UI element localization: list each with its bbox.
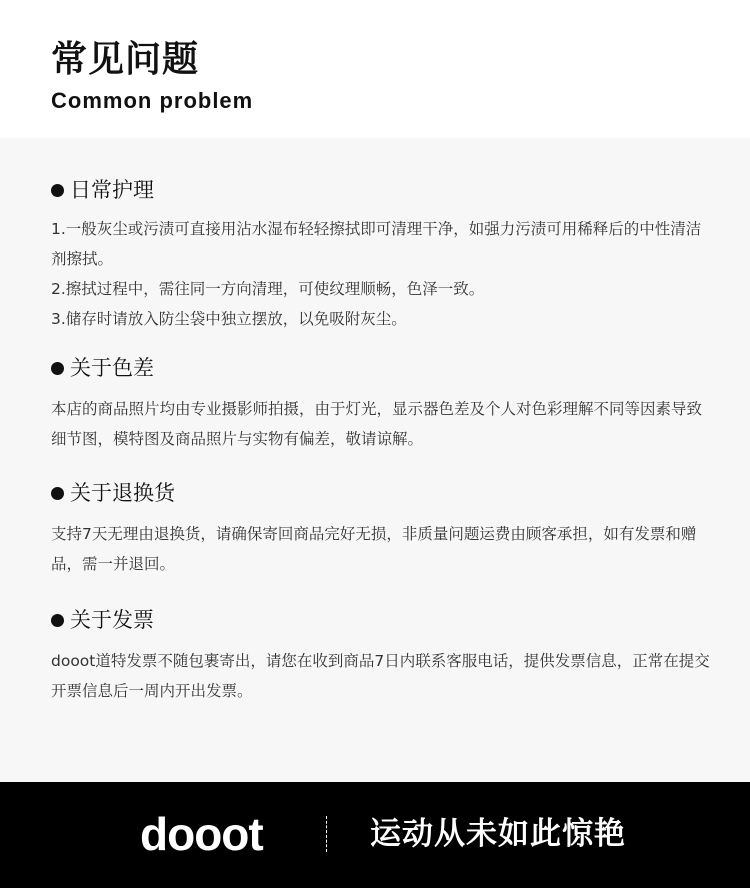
- paragraph: 2.擦拭过程中，需往同一方向清理，可使纹理顺畅，色泽一致。: [51, 280, 485, 298]
- brand-logo: [140, 806, 263, 862]
- section-invoice: [51, 606, 711, 706]
- section-title: 关于退换货: [70, 481, 175, 505]
- section-heading: [51, 479, 711, 507]
- section-title: 关于发票: [70, 608, 154, 632]
- bullet-icon: [51, 184, 64, 197]
- divider: [326, 816, 327, 852]
- section-title: 关于色差: [70, 356, 154, 380]
- bullet-icon: [51, 362, 64, 375]
- section-color-difference: [51, 354, 711, 454]
- logo-text: dooot: [140, 808, 263, 860]
- paragraph: 3.储存时请放入防尘袋中独立摆放，以免吸附灰尘。: [51, 310, 407, 328]
- section-daily-care: [51, 176, 711, 334]
- paragraph: 1.一般灰尘或污渍可直接用沾水湿布轻轻擦拭即可清理干净，如强力污渍可用稀释后的中性清洁剂擦拭。: [51, 220, 702, 268]
- paragraph: dooot道特发票不随包裹寄出，请您在收到商品7日内联系客服电话，提供发票信息，正常在提交开票信息后一周内开出发票。: [51, 652, 710, 700]
- bullet-icon: [51, 487, 64, 500]
- section-heading: [51, 354, 711, 382]
- section-title: 日常护理: [70, 178, 154, 202]
- page-header: [0, 0, 750, 138]
- paragraph: 支持7天无理由退换货，请确保寄回商品完好无损，非质量问题运费由顾客承担，如有发票和赠品，需一并退回。: [51, 525, 697, 573]
- bullet-icon: [51, 614, 64, 627]
- brand-slogan: 运动从未如此惊艳: [370, 816, 626, 852]
- brand-footer: [0, 782, 750, 888]
- page-title: 常见问题: [51, 39, 200, 80]
- paragraph: 本店的商品照片均由专业摄影师拍摄，由于灯光，显示器色差及个人对色彩理解不同等因素导致细节图，模特图及商品照片与实物有偏差，敬请谅解。: [51, 400, 703, 448]
- page-subtitle: Common problem: [51, 88, 254, 113]
- section-returns: [51, 479, 711, 579]
- section-heading: [51, 606, 711, 634]
- section-heading: [51, 176, 711, 204]
